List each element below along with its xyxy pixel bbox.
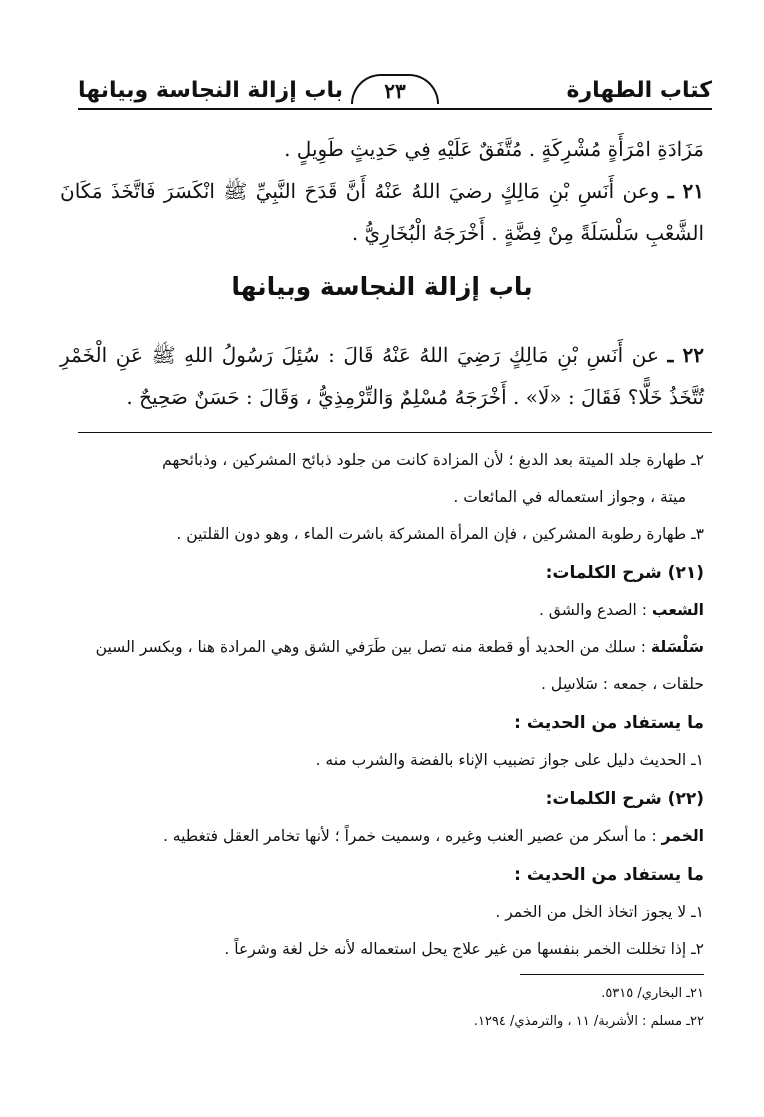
term-khamr-word: الخمر (661, 827, 704, 845)
footnotes (60, 980, 704, 1036)
chapter-heading: باب إزالة النجاسة وبيانها (231, 272, 533, 301)
mustafad-22-item-1: ١ـ لا يجوز اتخاذ الخل من الخمر . (495, 903, 704, 921)
note-item-3: ٣ـ طهارة رطوبة المشركين ، فإن المرأة المشركة باشرت الماء ، وهو دون القلتين . (176, 525, 704, 543)
term-khamr (66, 818, 704, 855)
sharh-21-heading: (٢١) شرح الكلمات: (545, 563, 704, 583)
mustafad-21-heading: ما يستفاد من الحديث : (514, 713, 704, 733)
term-silsila-def: : سلك من الحديد أو قطعة منه تصل بين طَرَفي الشق وهي المرادة هنا ، وبكسر السين (95, 638, 651, 656)
term-khamr-def: : ما أسكر من عصير العنب وغيره ، وسميت خمراً ؛ لأنها تخامر العقل فتغطيه . (162, 827, 662, 845)
term-silsila (66, 629, 704, 666)
note-item-2: ٢ـ طهارة جلد الميتة بعد الدبغ ؛ لأن المزادة كانت من جلود ذبائح المشركين ، وذبائحهم (162, 451, 704, 469)
sharh-22-heading: (٢٢) شرح الكلمات: (545, 789, 704, 809)
term-shab-def: : الصدع والشق . (538, 601, 652, 619)
continuation-line: مَزَادَةِ امْرَأَةٍ مُشْرِكَةٍ . مُتَّفَقٌ عَلَيْهِ فِي حَدِيثٍ طَوِيلٍ . (284, 137, 704, 161)
mustafad-21-item-1: ١ـ الحديث دليل على جواز تضبيب الإناء بالفضة والشرب منه . (315, 751, 704, 769)
header-rule (78, 108, 712, 110)
hadith-22-text: عن أَنَسِ بْنِ مَالِكٍ رَضِيَ اللهُ عَنْهُ قَالَ : سُئِلَ رَسُولُ اللهِ ﷺ عَنِ الْخَمْرِ تُتَّخَذُ خَلًّا؟ فَقَالَ : «لَا» . أَخْرَجَهُ مُسْلِمٌ وَالتِّرْمِذِيُّ ، وَقَالَ : حَسَنٌ صَحِيحٌ . (60, 343, 704, 409)
hadith-22-block (60, 334, 704, 418)
term-shab (66, 592, 704, 629)
footnote-22: ٢٢ـ مسلم : الأشربة/ ١١ ، والترمذي/ ١٢٩٤. (473, 1014, 704, 1029)
note-item-2-cont: ميتة ، وجواز استعماله في المائعات . (453, 488, 686, 506)
mustafad-22-item-2: ٢ـ إذا تخللت الخمر بنفسها من غير علاج يحل استعماله لأنه خل لغة وشرعاً . (224, 940, 704, 958)
page-number: ٢٣ (351, 74, 439, 104)
term-silsila-word: سَلْسَلة (650, 638, 704, 656)
hadith-21-number: ٢١ ـ (667, 179, 705, 203)
footnote-21: ٢١ـ البخاري/ ٥٣١٥. (601, 986, 704, 1001)
hadith-22 (60, 334, 704, 418)
hadith-22-number: ٢٢ ـ (667, 343, 705, 367)
book-title: كتاب الطهارة (566, 78, 712, 103)
footnote-rule (520, 974, 704, 975)
hadith-21-text: وعن أَنَسِ بْنِ مَالِكٍ رضيَ اللهُ عَنْهُ أَنَّ قَدَحَ النَّبِيِّ ﷺ انْكَسَرَ فَاتَّخَذَ مَكَانَ الشَّعْبِ سَلْسَلَةً مِنْ فِضَّةٍ . أَخْرَجَهُ الْبُخَارِيُّ . (60, 179, 704, 245)
term-shab-word: الشعب (651, 601, 704, 619)
chapter-title: باب إزالة النجاسة وبيانها (78, 78, 344, 103)
hadith-21 (60, 170, 704, 254)
mustafad-22-heading: ما يستفاد من الحديث : (514, 865, 704, 885)
hadith-21-block (60, 128, 704, 254)
running-header (78, 72, 712, 116)
term-silsila-cont: حلقات ، جمعه : سَلاسِل . (541, 675, 704, 693)
section-divider (78, 432, 712, 433)
commentary (66, 442, 704, 968)
